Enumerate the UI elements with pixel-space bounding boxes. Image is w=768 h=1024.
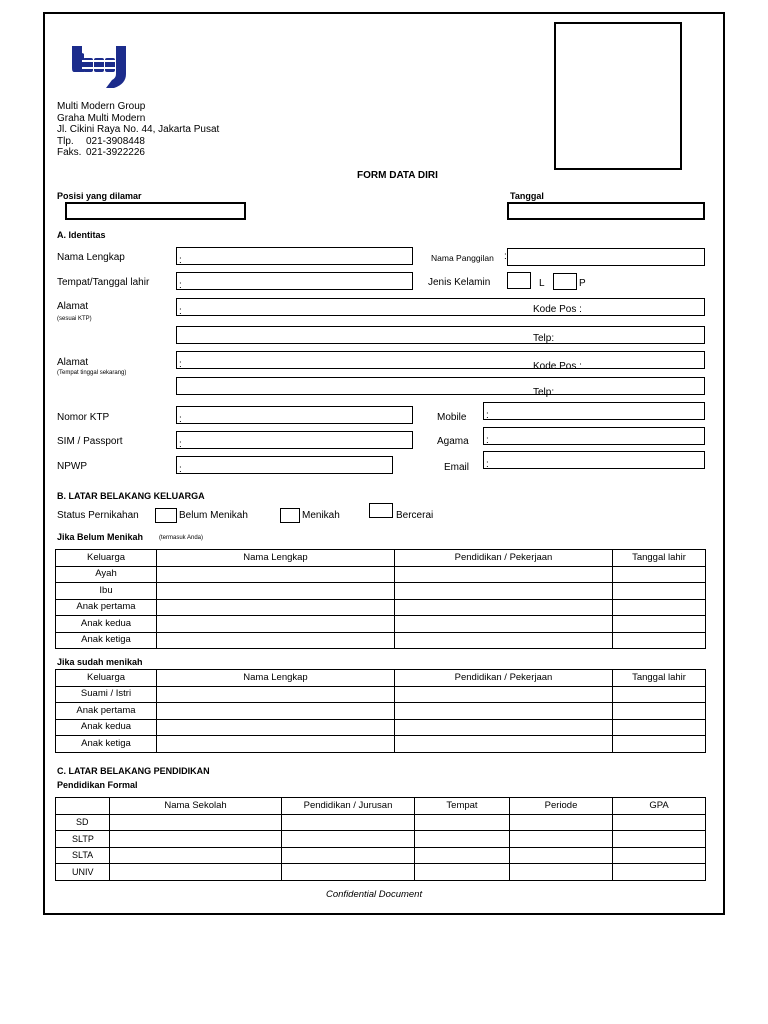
date-field[interactable] (507, 202, 705, 220)
name-cell[interactable] (157, 632, 395, 649)
gpa-cell[interactable] (613, 831, 706, 848)
birth-field[interactable] (176, 272, 413, 290)
major-cell[interactable] (282, 831, 415, 848)
religion-field[interactable] (483, 427, 705, 445)
company-fax: 021-3922226 (86, 147, 145, 158)
header-education: Pendidikan / Pekerjaan (395, 550, 613, 567)
ktp-label: Nomor KTP (57, 412, 110, 423)
row-label: UNIV (56, 864, 110, 881)
address2-telp-label: Telp: (533, 387, 555, 398)
birthdate-cell[interactable] (613, 686, 706, 703)
section-identity: A. Identitas (57, 230, 106, 240)
row-label: Anak ketiga (56, 632, 157, 649)
education-cell[interactable] (395, 616, 613, 633)
row-label: Ibu (56, 583, 157, 600)
marital-single-checkbox[interactable] (155, 508, 177, 523)
company-phone: 021-3908448 (86, 136, 145, 147)
address2-line2-field[interactable] (176, 377, 705, 395)
education-table (55, 797, 706, 881)
major-cell[interactable] (282, 847, 415, 864)
marital-married-checkbox[interactable] (280, 508, 300, 523)
address-line2-field[interactable] (176, 326, 705, 344)
photo-box[interactable] (554, 22, 682, 170)
school-cell[interactable] (110, 847, 282, 864)
table-row (56, 632, 706, 649)
company-logo (70, 44, 128, 90)
header-family: Keluarga (56, 670, 157, 687)
row-label: SD (56, 814, 110, 831)
formal-education-heading: Pendidikan Formal (57, 780, 138, 790)
gender-male-checkbox[interactable] (507, 272, 531, 289)
period-cell[interactable] (510, 847, 613, 864)
birthdate-cell[interactable] (613, 566, 706, 583)
table-row (56, 686, 706, 703)
education-cell[interactable] (395, 566, 613, 583)
position-label: Posisi yang dilamar (57, 191, 142, 201)
table-row (56, 814, 706, 831)
table-row (56, 616, 706, 633)
address-postal-label: Kode Pos : (533, 304, 582, 315)
row-label: Anak kedua (56, 616, 157, 633)
sim-field[interactable] (176, 431, 413, 449)
row-label: Anak ketiga (56, 736, 157, 753)
place-cell[interactable] (415, 814, 510, 831)
header-birthdate: Tanggal lahir (613, 670, 706, 687)
marital-label: Status Pernikahan (57, 510, 139, 521)
period-cell[interactable] (510, 864, 613, 881)
row-label: Anak pertama (56, 599, 157, 616)
nickname-field[interactable] (507, 248, 705, 266)
table-row (56, 566, 706, 583)
colon: : (486, 435, 489, 446)
section-education: C. LATAR BELAKANG PENDIDIKAN (57, 766, 210, 776)
position-field[interactable] (65, 202, 246, 220)
place-cell[interactable] (415, 847, 510, 864)
colon: : (179, 414, 182, 425)
place-cell[interactable] (415, 831, 510, 848)
header-name: Nama Lengkap (157, 550, 395, 567)
row-label: Suami / Istri (56, 686, 157, 703)
header-school: Nama Sekolah (110, 798, 282, 815)
row-label: SLTA (56, 847, 110, 864)
header-place: Tempat (415, 798, 510, 815)
mobile-label: Mobile (437, 412, 467, 423)
name-cell[interactable] (157, 616, 395, 633)
header-education: Pendidikan / Pekerjaan (395, 670, 613, 687)
ktp-field[interactable] (176, 406, 413, 424)
birthdate-cell[interactable] (613, 736, 706, 753)
full-name-field[interactable] (176, 247, 413, 265)
table-row (56, 864, 706, 881)
birthdate-cell[interactable] (613, 703, 706, 720)
colon: : (179, 439, 182, 450)
address2-field[interactable] (176, 351, 705, 369)
address2-note: (Tempat tinggal sekarang) (57, 370, 127, 376)
table-header-row (56, 550, 706, 567)
gender-male-label: L (539, 278, 545, 289)
date-label: Tanggal (510, 191, 544, 201)
marital-divorced-label: Bercerai (396, 510, 434, 521)
address-label: Alamat (57, 301, 89, 312)
birthdate-cell[interactable] (613, 599, 706, 616)
gpa-cell[interactable] (613, 847, 706, 864)
colon: : (486, 410, 489, 421)
name-cell[interactable] (157, 703, 395, 720)
address-telp-label: Telp: (533, 333, 555, 344)
address-field[interactable] (176, 298, 705, 316)
table-row (56, 599, 706, 616)
name-cell[interactable] (157, 583, 395, 600)
gender-label: Jenis Kelamin (428, 277, 491, 288)
table-header-row (56, 670, 706, 687)
table-row (56, 847, 706, 864)
name-cell[interactable] (157, 736, 395, 753)
marital-divorced-checkbox[interactable] (369, 503, 393, 518)
company-building: Graha Multi Modern (57, 113, 146, 124)
education-cell[interactable] (395, 632, 613, 649)
header-name: Nama Lengkap (157, 670, 395, 687)
nickname-label: Nama Panggilan (431, 253, 494, 263)
birthdate-cell[interactable] (613, 616, 706, 633)
npwp-field[interactable] (176, 456, 393, 474)
name-cell[interactable] (157, 599, 395, 616)
footer-confidential: Confidential Document (326, 889, 423, 900)
company-phone-label: Tlp. (57, 136, 74, 147)
birthdate-cell[interactable] (613, 583, 706, 600)
place-cell[interactable] (415, 864, 510, 881)
header-gpa: GPA (613, 798, 706, 815)
marital-single-label: Belum Menikah (179, 510, 248, 521)
row-label: SLTP (56, 831, 110, 848)
education-cell[interactable] (395, 686, 613, 703)
table-header-row (56, 798, 706, 815)
period-cell[interactable] (510, 814, 613, 831)
npwp-label: NPWP (57, 461, 87, 472)
row-label: Anak kedua (56, 719, 157, 736)
religion-label: Agama (437, 436, 469, 447)
table-row (56, 703, 706, 720)
married-heading: Jika sudah menikah (57, 657, 143, 667)
table-row (56, 583, 706, 600)
education-cell[interactable] (395, 736, 613, 753)
single-family-table (55, 549, 706, 649)
header-period: Periode (510, 798, 613, 815)
colon: : (179, 464, 182, 475)
colon: : (179, 306, 182, 317)
name-cell[interactable] (157, 686, 395, 703)
table-row (56, 831, 706, 848)
email-label: Email (444, 462, 470, 473)
major-cell[interactable] (282, 864, 415, 881)
address2-postal-label: Kode Pos : (533, 361, 582, 372)
colon: : (179, 280, 182, 291)
company-address: Jl. Cikini Raya No. 44, Jakarta Pusat (57, 124, 220, 135)
company-fax-label: Faks. (57, 147, 82, 158)
education-cell[interactable] (395, 583, 613, 600)
table-row (56, 736, 706, 753)
education-cell[interactable] (395, 703, 613, 720)
row-label: Ayah (56, 566, 157, 583)
name-cell[interactable] (157, 566, 395, 583)
header-major: Pendidikan / Jurusan (282, 798, 415, 815)
birth-label: Tempat/Tanggal lahir (57, 277, 150, 288)
row-label: Anak pertama (56, 703, 157, 720)
gender-female-checkbox[interactable] (553, 273, 577, 290)
school-cell[interactable] (110, 864, 282, 881)
school-cell[interactable] (110, 814, 282, 831)
header-family: Keluarga (56, 550, 157, 567)
email-field[interactable] (483, 451, 705, 469)
colon: : (179, 255, 182, 266)
married-family-table (55, 669, 706, 753)
colon: : (504, 251, 507, 262)
mobile-field[interactable] (483, 402, 705, 420)
single-heading: Jika Belum Menikah (57, 532, 144, 542)
marital-married-label: Menikah (302, 510, 340, 521)
company-name: Multi Modern Group (57, 101, 146, 112)
gender-female-label: P (579, 278, 586, 289)
sim-label: SIM / Passport (57, 436, 123, 447)
birthdate-cell[interactable] (613, 719, 706, 736)
birthdate-cell[interactable] (613, 632, 706, 649)
major-cell[interactable] (282, 814, 415, 831)
single-note: (termasuk Anda) (159, 535, 204, 541)
school-cell[interactable] (110, 831, 282, 848)
education-cell[interactable] (395, 599, 613, 616)
table-row (56, 719, 706, 736)
header-level (56, 798, 110, 815)
address-note: (sesuai KTP) (57, 316, 92, 322)
header-birthdate: Tanggal lahir (613, 550, 706, 567)
gpa-cell[interactable] (613, 814, 706, 831)
section-family: B. LATAR BELAKANG KELUARGA (57, 491, 205, 501)
period-cell[interactable] (510, 831, 613, 848)
address2-label: Alamat (57, 357, 89, 368)
colon: : (179, 359, 182, 370)
form-title: FORM DATA DIRI (357, 170, 438, 181)
education-cell[interactable] (395, 719, 613, 736)
full-name-label: Nama Lengkap (57, 252, 125, 263)
name-cell[interactable] (157, 719, 395, 736)
colon: : (486, 459, 489, 470)
gpa-cell[interactable] (613, 864, 706, 881)
